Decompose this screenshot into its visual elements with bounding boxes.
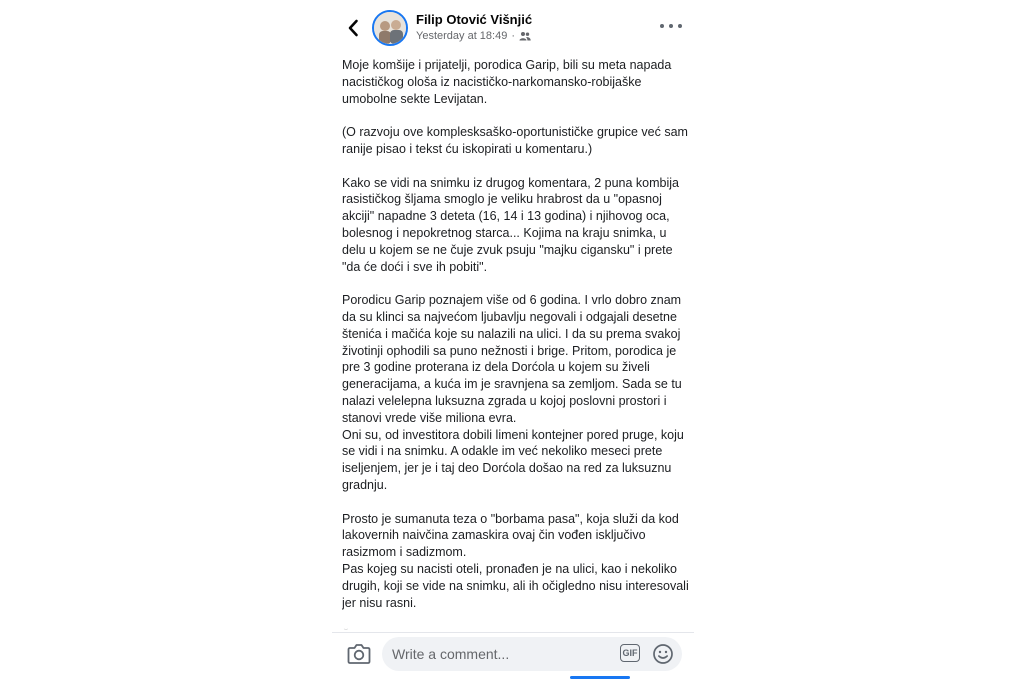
meta-separator: ·	[511, 30, 516, 42]
comment-composer	[332, 632, 694, 683]
comment-input[interactable]	[392, 637, 612, 671]
gif-button[interactable]: GIF	[620, 644, 640, 662]
post-paragraph: Moje komšije i prijatelji, porodica Garip, bili su meta napada nacističkog ološa iz nacističko-narkomansko-robijaške umobolne sekte Levijatan.	[342, 58, 672, 106]
scroll-fade	[332, 618, 694, 632]
comment-field	[382, 637, 682, 671]
more-dots-icon	[669, 24, 673, 28]
emoji-button[interactable]	[652, 643, 674, 665]
post-screen	[332, 0, 694, 683]
friends-icon	[519, 31, 531, 41]
home-indicator	[570, 676, 630, 679]
post-body	[342, 57, 692, 630]
more-dots-icon	[678, 24, 682, 28]
author-name[interactable]: Filip Otović Višnjić	[416, 12, 533, 27]
camera-button[interactable]	[347, 643, 371, 665]
more-dots-icon	[660, 24, 664, 28]
post-header	[332, 0, 694, 56]
post-paragraph: Prosto je sumanuta teza o "borbama pasa", koja služi da kod lakovernih naivčina zamaskira ovaj čin vođen isključivo rasizmom i sadizmom. Pas kojeg su nacisti oteli, pronađen je na ulici, kao i nekoliko drugih, koji se vide na snimku, ali ih očigledno nisu interesovali jer nisu rasni.	[342, 511, 689, 610]
avatar-photo	[374, 12, 406, 44]
post-paragraph: Porodicu Garip poznajem više od 6 godina. I vrlo dobro znam da su klinci sa najvećom ljubavlju negovali i odgajali desetne štenića i mačića koje su nalazili na ulici. I da su prema svakoj životinji ophodili sa puno nežnosti i brige. Pritom, porodica je pre 3 godine proterana iz dela Dorćola u kojem su živeli generacijama, a kuća im je sravnjena sa zemljom. Sada se tu nalazi velelepna luksuzna zgrada u kojoj poslovni prostori i stanovi vrede više miliona evra. Oni su, od investitora dobili limeni kontejner pored pruge, koju se vidi i na snimku. A odakle im već nekoliko meseci prete iseljenjem, jer je i taj deo Dorćola došao na red za luksuznu gradnju.	[342, 293, 684, 492]
post-paragraph: (O razvoju ove komplesksaško-oportunističke grupice već sam ranije pisao i tekst ću iskopirati u komentaru.)	[342, 125, 688, 156]
post-paragraph: Kako se vidi na snimku iz drugog komentara, 2 puna kombija rasističkog šljama smoglo je veliku hrabrost da u "opasnoj akciji" napadne 3 deteta (16, 14 i 13 godina) i njihovog oca, bolesnog i nepokretnog starca... Kojima na kraju snimka, u delu u kojem se ne čuje zvuk psuju "majku cigansku" i prete "da će doći i sve ih pobiti".	[342, 175, 679, 274]
post-timestamp[interactable]: Yesterday at 18:49	[416, 30, 508, 42]
avatar[interactable]	[372, 10, 408, 46]
camera-icon	[347, 643, 371, 665]
emoji-icon	[652, 643, 674, 665]
more-options-button[interactable]	[660, 18, 682, 34]
chevron-left-icon	[347, 19, 359, 37]
post-meta	[416, 30, 531, 42]
back-button[interactable]	[342, 14, 364, 42]
